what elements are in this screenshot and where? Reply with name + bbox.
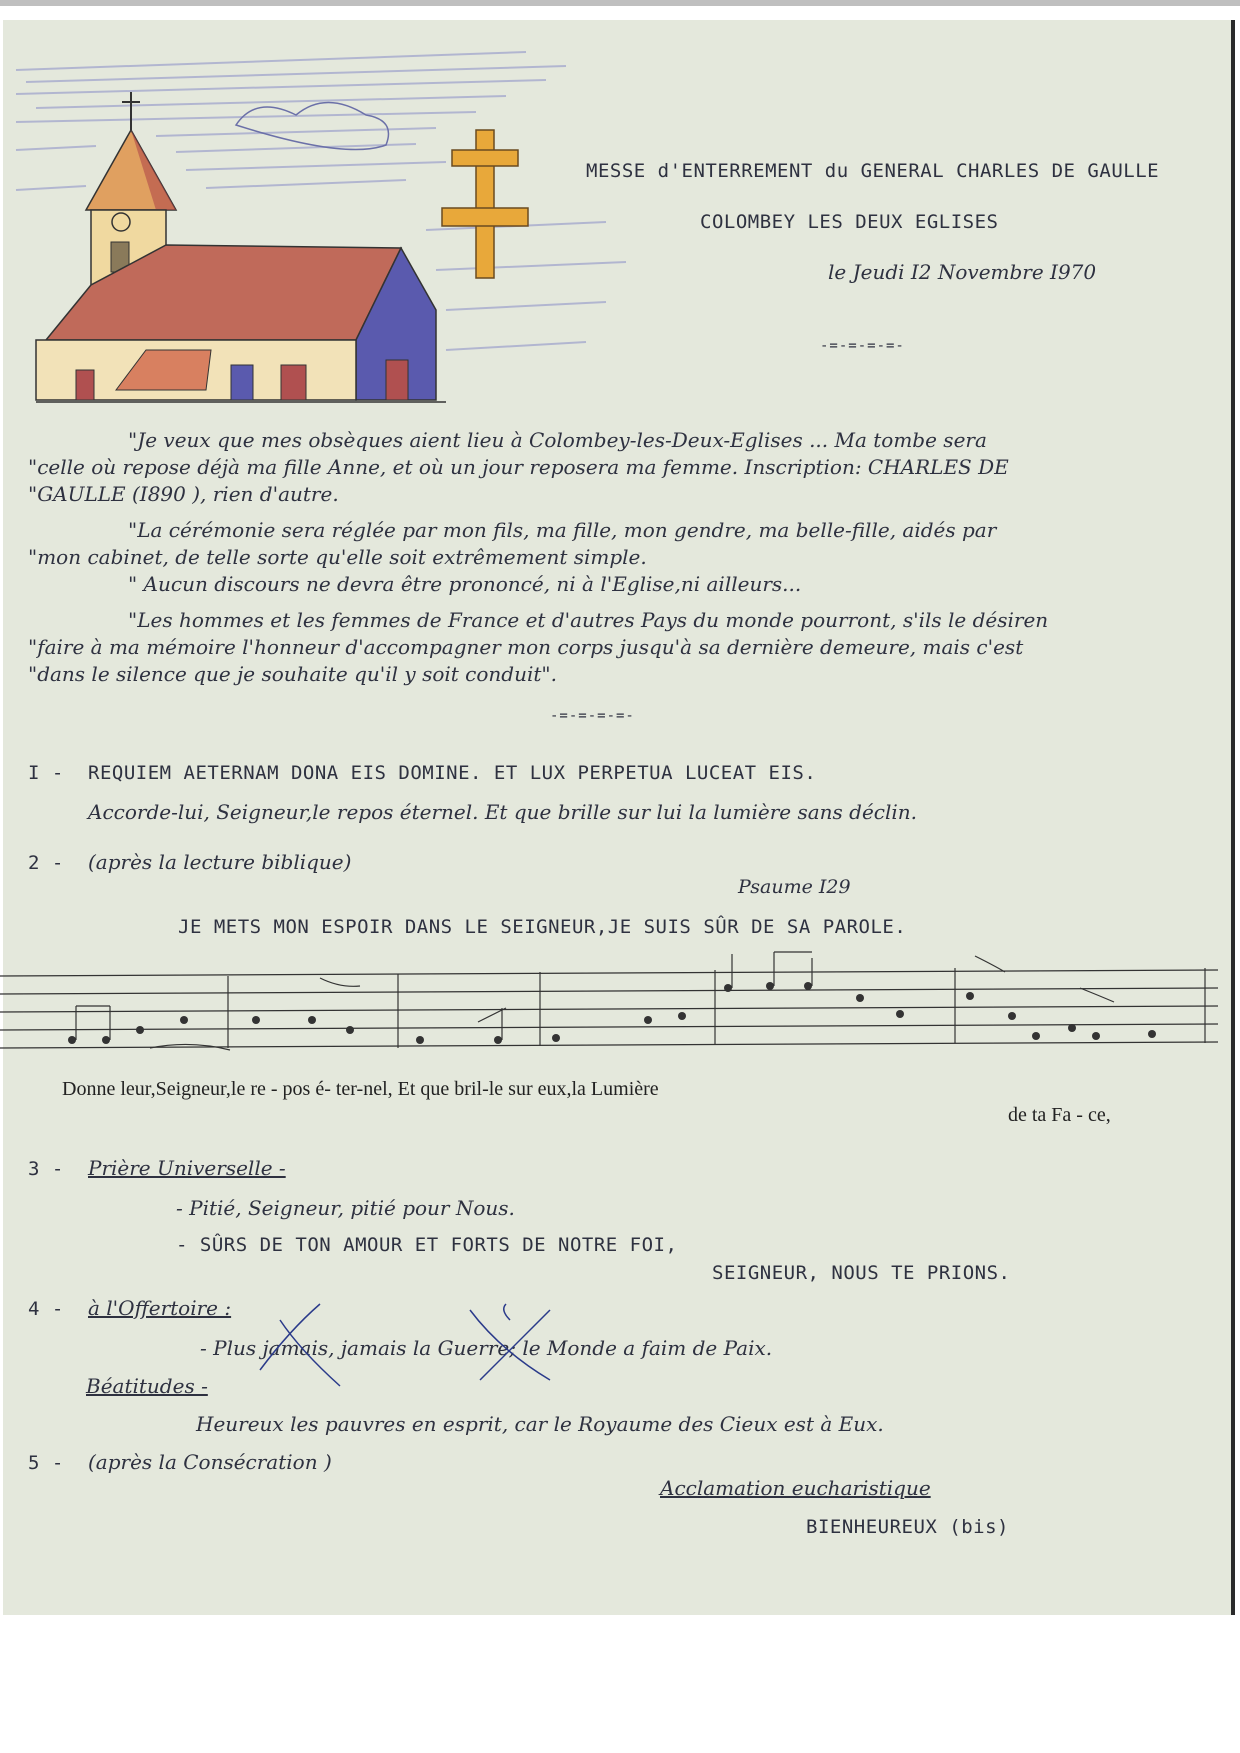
item-5-number: 5 - xyxy=(28,1452,64,1474)
item-5-label: (après la Consécration ) xyxy=(88,1450,332,1474)
quote-p2-l1: "La cérémonie sera réglée par mon fils, ma fille, mon gendre, ma belle-fille, aidés par xyxy=(128,518,997,542)
music-staff xyxy=(0,948,1228,1068)
quote-p2-l2: "mon cabinet, de telle sorte qu'elle soit extrêmement simple. xyxy=(28,545,647,569)
acclamation-label: Acclamation eucharistique xyxy=(660,1476,931,1500)
cross-of-lorraine xyxy=(442,130,528,278)
location-line: COLOMBEY LES DEUX EGLISES xyxy=(700,211,999,233)
quote-p1-l3: "GAULLE (I890 ), rien d'autre. xyxy=(28,482,339,506)
item-2-label: (après la lecture biblique) xyxy=(88,850,352,874)
item-2-number: 2 - xyxy=(28,852,64,874)
quote-p3-l1: "Les hommes et les femmes de France et d'autres Pays du monde pourront, s'ils le désiren xyxy=(128,608,1049,632)
item-3-label: Prière Universelle - xyxy=(88,1156,286,1180)
item-1-latin: REQUIEM AETERNAM DONA EIS DOMINE. ET LUX PERPETUA LUCEAT EIS. xyxy=(88,762,817,784)
separator-top: -=-=-=-=- xyxy=(820,338,905,354)
item-1-french: Accorde-lui, Seigneur,le repos éternel. Et que brille sur lui la lumière sans déclin. xyxy=(88,800,918,824)
item-3-number: 3 - xyxy=(28,1158,64,1180)
item-4-number: 4 - xyxy=(28,1298,64,1320)
hymn-lyric-line-2: de ta Fa - ce, xyxy=(1008,1104,1111,1126)
separator-mid: -=-=-=-=- xyxy=(550,708,635,724)
beatitudes-label: Béatitudes - xyxy=(86,1374,208,1398)
hymn-lyric-line-1: Donne leur,Seigneur,le re - pos é- ter-nel, Et que bril-le sur eux,la Lumière xyxy=(62,1078,659,1100)
psalm-refrain: JE METS MON ESPOIR DANS LE SEIGNEUR,JE SUIS SÛR DE SA PAROLE. xyxy=(178,916,907,938)
item-5-line-1: BIENHEUREUX (bis) xyxy=(806,1516,1009,1538)
quote-p1-l2: "celle où repose déjà ma fille Anne, et où un jour reposera ma femme. Inscription: CHARLES DE xyxy=(28,455,1009,479)
psalm-label: Psaume I29 xyxy=(738,876,851,898)
page-top-edge xyxy=(0,0,1240,6)
quote-p3-l2: "faire à ma mémoire l'honneur d'accompagner mon corps jusqu'à sa dernière demeure, mais c'est xyxy=(28,635,1024,659)
item-3-line-1: - Pitié, Seigneur, pitié pour Nous. xyxy=(176,1196,515,1220)
item-1-number: I - xyxy=(28,762,64,784)
quote-p1-l1: "Je veux que mes obsèques aient lieu à Colombey-les-Deux-Eglises ... Ma tombe sera xyxy=(128,428,987,452)
pen-cross-marks xyxy=(250,1300,580,1390)
quote-p3-l3: "dans le silence que je souhaite qu'il y soit conduit". xyxy=(28,662,557,686)
item-3-line-2: - SÛRS DE TON AMOUR ET FORTS DE NOTRE FOI, xyxy=(176,1234,678,1256)
item-4-line-1: - Plus jamais, jamais la Guerre; le Monde a faim de Paix. xyxy=(200,1336,773,1360)
item-3-line-3: SEIGNEUR, NOUS TE PRIONS. xyxy=(712,1262,1011,1284)
church-illustration xyxy=(6,30,656,425)
item-4-label: à l'Offertoire : xyxy=(88,1296,232,1320)
item-4-line-2: Heureux les pauvres en esprit, car le Royaume des Cieux est à Eux. xyxy=(196,1412,884,1436)
date-line: le Jeudi I2 Novembre I970 xyxy=(828,260,1097,284)
document-title: MESSE d'ENTERREMENT du GENERAL CHARLES DE GAULLE xyxy=(586,160,1160,182)
quote-p2-l3: " Aucun discours ne devra être prononcé, ni à l'Eglise,ni ailleurs... xyxy=(128,572,802,596)
